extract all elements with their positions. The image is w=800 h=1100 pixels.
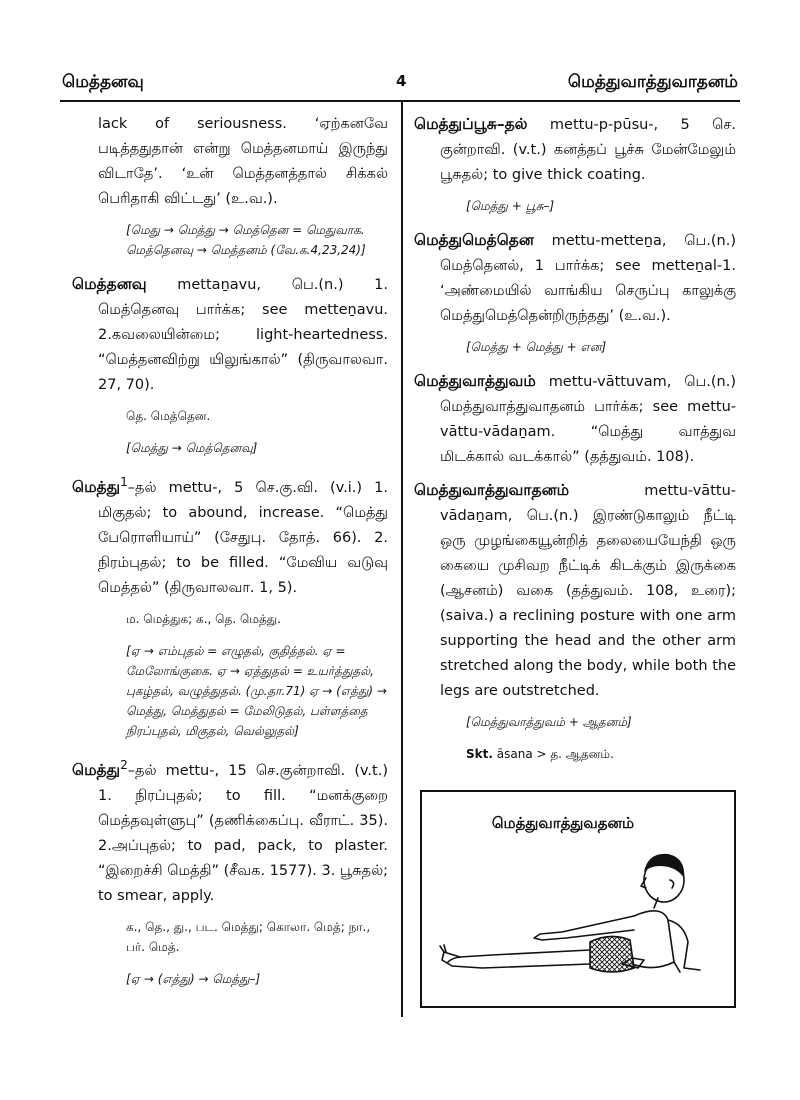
- continued-entry-text: lack of seriousness. ‘ஏற்கனவே படித்ததுதான் என்று மெத்தனமாய் இருந்து விடாதே’. ‘உன் மெத்தனத்தால் சிக்கல் பெரிதாகி விட்டது’ (உ.வ.).: [98, 116, 388, 207]
- headword: மெத்தனவு: [72, 275, 147, 293]
- etymology-note: [மெத்துவாத்துவம் + ஆதனம்]: [466, 715, 632, 729]
- entry-body: mettu-p-pūsu-, 5 செ. குன்றாவி. (v.t.) கனத்தப் பூச்சு மேன்மேலும் பூசுதல்; to give thick coating.: [440, 117, 737, 183]
- dictionary-entry: [414, 112, 736, 188]
- dictionary-entry: [414, 228, 736, 329]
- entry-body: mettaṉavu, பெ.(n.) 1. மெத்தெனவு பார்க்க; see metteṉavu. 2.கவலையின்மை; light-heartedness. “மெத்தனவிற்று யிலுங்கால்” (திருவாலவா. 27, 70).: [98, 277, 388, 393]
- homonym-number: 2: [120, 757, 128, 772]
- right-column: [414, 112, 736, 776]
- running-head-left: மெத்தனவு: [62, 72, 144, 92]
- illustration-caption: மெத்துவாத்துவதனம்: [491, 814, 635, 832]
- dictionary-entry: [414, 478, 736, 704]
- etymology-note: [மெது → மெத்து → மெத்தென = மெதுவாக. மெத்தெனவு → மெத்தனம் (வே.க.4,23,24)]: [126, 223, 366, 257]
- headword: மெத்து: [72, 477, 121, 496]
- reclining-posture-illustration: [422, 792, 734, 1006]
- illustration-box: [420, 790, 736, 1008]
- etymology-note: [மெத்து + பூசு–]: [466, 199, 555, 213]
- header-rule: [60, 100, 740, 102]
- entry-body: mettu-vāttu-vādaṉam, பெ.(n.) இரண்டுகாலும் நீட்டி ஒரு முழங்கையூன்றித் தலையையேந்தி ஒரு கையை முசிவற நீட்டிக் கிடக்கும் இருக்கை (ஆசனம்) வகை (தத்துவம். 108, உரை); (saiva.) a reclining posture with one arm supporting the head and the other arm stretched along the body, while both the legs are outstretched.: [440, 483, 736, 699]
- etymology-note: [மெத்து + மெத்து + என]: [466, 340, 607, 354]
- etymology-note: [மெத்து → மெத்தெனவு]: [126, 441, 258, 455]
- headword: மெத்துவாத்துவாதனம்: [414, 481, 570, 499]
- dictionary-entry: [72, 753, 388, 909]
- cognate-note: க., தெ., து., பட. மெத்து; கொலா. மெத்; நா., பர். மெத்.: [126, 919, 371, 954]
- headword: மெத்துவாத்துவம்: [414, 372, 536, 390]
- sanskrit-body: āsana > த. ஆதனம்.: [496, 747, 614, 761]
- headword: மெத்து: [72, 760, 121, 779]
- entry-body: mettu-vāttuvam, பெ.(n.) மெத்துவாத்துவாதனம் பார்க்க; see mettu-vāttu-vādaṉam. “மெத்து வாத்துவ மிடக்கால் வடக்கால்” (தத்துவம். 108).: [440, 374, 736, 465]
- entry-body: –தல் mettu-, 5 செ.கு.வி. (v.i.) 1. மிகுதல்; to abound, increase. “மெத்து பேரொளியாய்” (சேதுபு. தோத். 66). 2. நிரம்புதல்; to be filled. “மேவிய வடுவு மெத்தல்” (திருவாலவா. 1, 5).: [98, 479, 388, 596]
- cognate-note: தெ. மெத்தென.: [126, 409, 211, 423]
- dictionary-entry: [72, 470, 388, 601]
- etymology-note: [ஏ → எம்புதல் = எழுதல், குதித்தல். ஏ = மேலோங்குகை. ஏ → ஏத்துதல் = உயர்த்துதல், புகழ்தல், வழுத்துதல். (மு.தா.71) ஏ → (எத்து) → மெத்து, மெத்துதல் = மேலிடுதல், பள்ளத்தை நிரப்புதல், மிகுதல், வெல்லுதல்]: [126, 643, 387, 738]
- dictionary-entry: [72, 272, 388, 398]
- homonym-number: 1: [120, 475, 128, 489]
- column-divider: [401, 102, 403, 1017]
- headword: மெத்துப்பூசு–தல்: [414, 115, 528, 133]
- entry-body: mettu-metteṉa, பெ.(n.) மெத்தெனல், 1 பார்க்க; see metteṉal-1. ‘அண்மையில் வாங்கிய செருப்பு காலுக்கு மெத்துமெத்தென்றிருந்தது’ (உ.வ.).: [440, 233, 736, 324]
- left-column: [72, 112, 388, 1001]
- entry-body: –தல் mettu-, 15 செ.குன்றாவி. (v.t.) 1. நிரப்புதல்; to fill. “மனக்குறை மெத்தவுள்ளுபு” (தணிக்கைப்பு. வீராட். 35). 2.அப்புதல்; to pad, pack, to plaster. “இறைச்சி மெத்தி” (சீவக. 1577). 3. பூசுதல்; to smear, apply.: [98, 762, 388, 904]
- sanskrit-note: [414, 744, 736, 764]
- etymology-note: [ஏ → (எத்து) → மெத்து–]: [126, 971, 261, 986]
- cognate-note: ம. மெத்துக; க., தெ. மெத்து.: [126, 611, 281, 626]
- dictionary-entry: [414, 369, 736, 470]
- page-number: 4: [396, 72, 407, 90]
- running-head-right: மெத்துவாத்துவாதனம்: [567, 72, 738, 92]
- headword: மெத்துமெத்தென: [414, 231, 534, 249]
- sanskrit-label: Skt.: [466, 747, 493, 761]
